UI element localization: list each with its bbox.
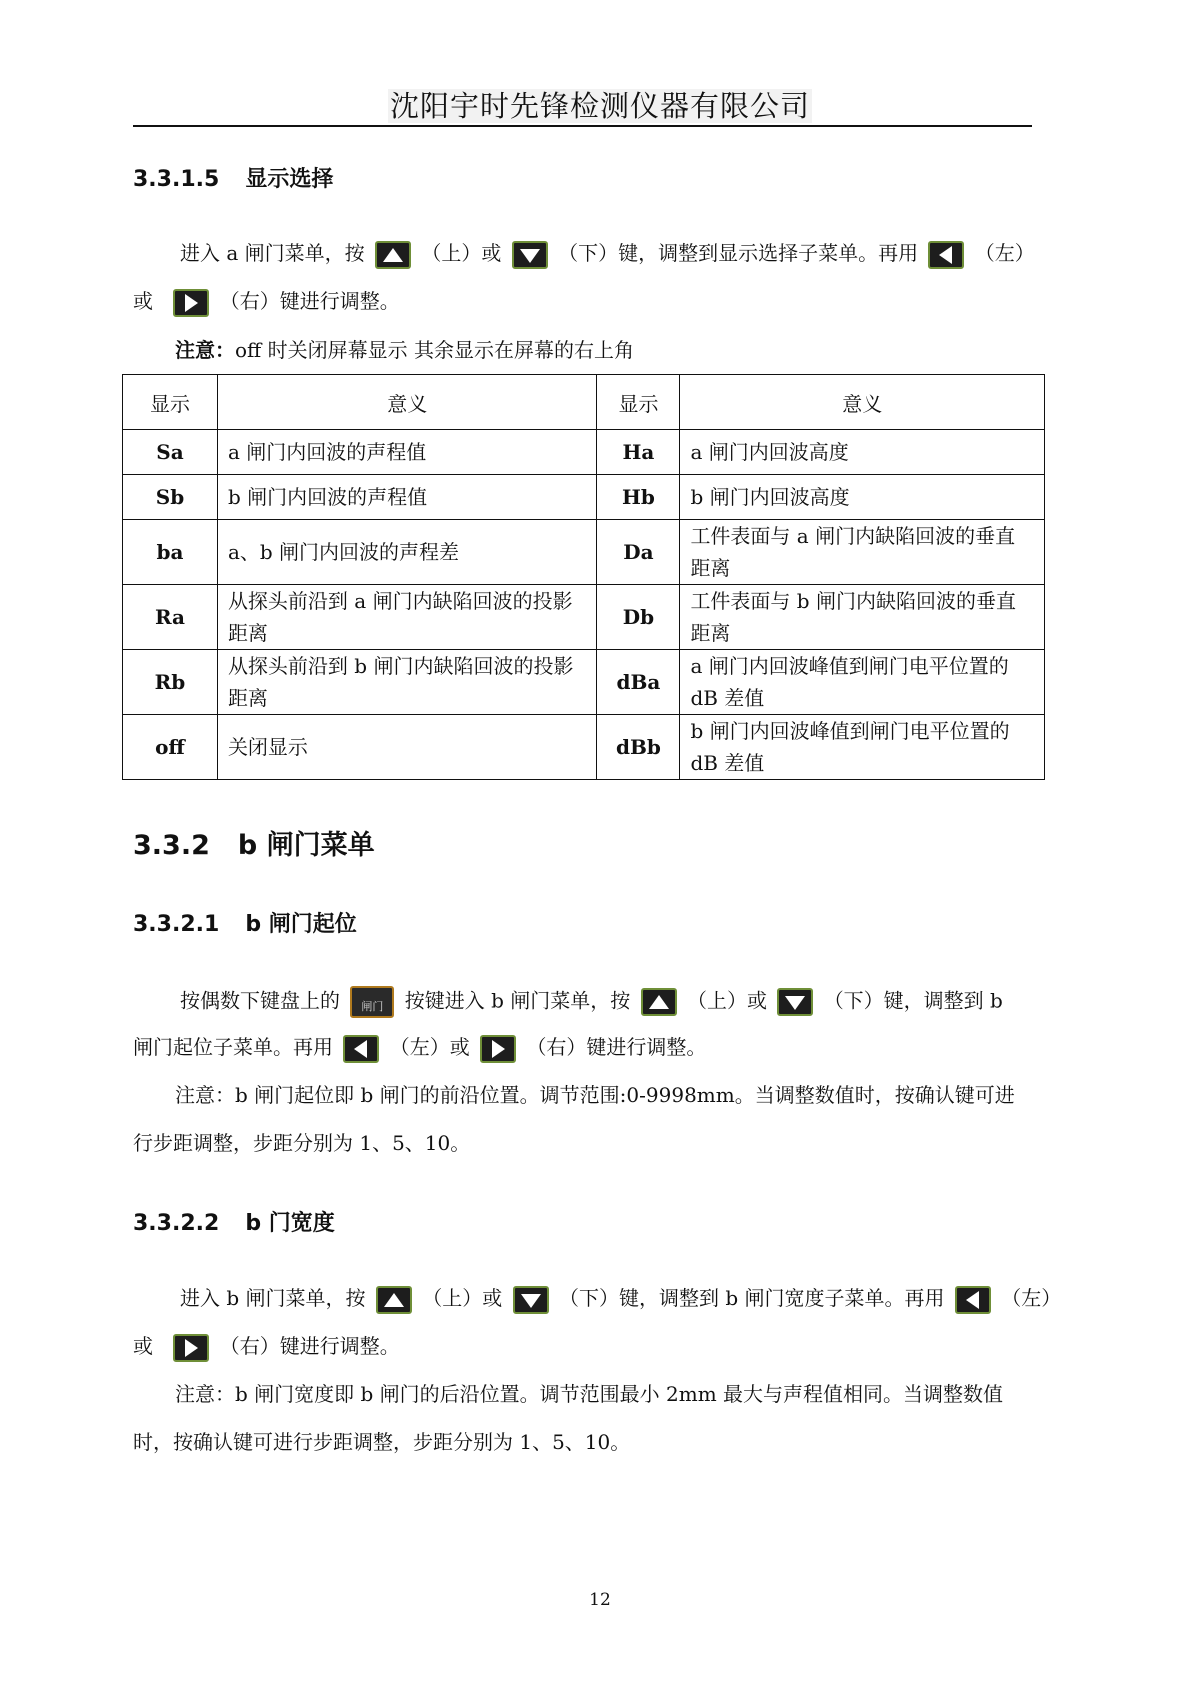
- down-key-icon: [777, 988, 813, 1016]
- paragraph-2-line2: 闸门起位子菜单。再用 （左）或 （右）键进行调整。: [133, 1034, 706, 1063]
- up-key-icon: [375, 241, 411, 269]
- table-row: ba a、b 闸门内回波的声程差 Da 工件表面与 a 闸门内缺陷回波的垂直距离: [123, 520, 1045, 585]
- display-selection-table: [122, 374, 1045, 780]
- table-row: Rb 从探头前沿到 b 闸门内缺陷回波的投影距离 dBa a 闸门内回波峰值到闸门电平位置的 dB 差值: [123, 650, 1045, 715]
- page-number: 12: [589, 1590, 611, 1610]
- col-header-meaning-1: 意义: [217, 375, 597, 430]
- table-row: off 关闭显示 dBb b 闸门内回波峰值到闸门电平位置的 dB 差值: [123, 715, 1045, 780]
- paragraph-1-line1: 进入 a 闸门菜单，按 （上）或 （下）键，调整到显示选择子菜单。再用 （左）: [180, 240, 1035, 269]
- gate-key-icon: 闸门: [350, 986, 394, 1018]
- company-header: 沈阳宇时先锋检测仪器有限公司: [389, 89, 810, 123]
- up-key-icon: [641, 988, 677, 1016]
- note-3-line1: 注意：b 闸门宽度即 b 闸门的后沿位置。调节范围最小 2mm 最大与声程值相同。当调整数值: [175, 1382, 1004, 1406]
- down-key-icon: [513, 1286, 549, 1314]
- table-header-row: [123, 375, 1045, 430]
- table-row: Ra 从探头前沿到 a 闸门内缺陷回波的投影距离 Db 工件表面与 b 闸门内缺陷回波的垂直距离: [123, 585, 1045, 650]
- section-heading-332: 3.3.2 b 闸门菜单: [133, 830, 375, 861]
- left-key-icon: [955, 1286, 991, 1314]
- left-key-icon: [343, 1035, 379, 1063]
- table-row: Sb b 闸门内回波的声程值 Hb b 闸门内回波高度: [123, 475, 1045, 520]
- section-heading-3315: 3.3.1.5 显示选择: [133, 167, 334, 192]
- up-key-icon: [376, 1286, 412, 1314]
- col-header-display-1: 显示: [123, 375, 218, 430]
- paragraph-1-line2: 或 （右）键进行调整。: [133, 288, 400, 317]
- right-key-icon: [173, 1334, 209, 1362]
- section-heading-3321: 3.3.2.1 b 闸门起位: [133, 912, 357, 937]
- header-rule: [133, 125, 1032, 127]
- paragraph-3-line1: 进入 b 闸门菜单，按 （上）或 （下）键，调整到 b 闸门宽度子菜单。再用 （左）: [180, 1285, 1061, 1314]
- note-3-line2: 时，按确认键可进行步距调整，步距分别为 1、5、10。: [133, 1430, 631, 1454]
- right-key-icon: [173, 289, 209, 317]
- section-heading-3322: 3.3.2.2 b 门宽度: [133, 1211, 335, 1236]
- note-1: 注意：off 时关闭屏幕显示 其余显示在屏幕的右上角: [175, 338, 634, 362]
- left-key-icon: [928, 241, 964, 269]
- paragraph-2-line1: 按偶数下键盘上的 闸门 按键进入 b 闸门菜单，按 （上）或 （下）键，调整到 b: [180, 986, 1003, 1018]
- note-2-line2: 行步距调整，步距分别为 1、5、10。: [133, 1131, 471, 1155]
- table-row: Sa a 闸门内回波的声程值 Ha a 闸门内回波高度: [123, 430, 1045, 475]
- paragraph-3-line2: 或 （右）键进行调整。: [133, 1333, 400, 1362]
- note-2-line1: 注意：b 闸门起位即 b 闸门的前沿位置。调节范围:0-9998mm。当调整数值时，按确认键可进: [175, 1083, 1015, 1107]
- right-key-icon: [480, 1035, 516, 1063]
- col-header-meaning-2: 意义: [680, 375, 1045, 430]
- col-header-display-2: 显示: [597, 375, 680, 430]
- down-key-icon: [512, 241, 548, 269]
